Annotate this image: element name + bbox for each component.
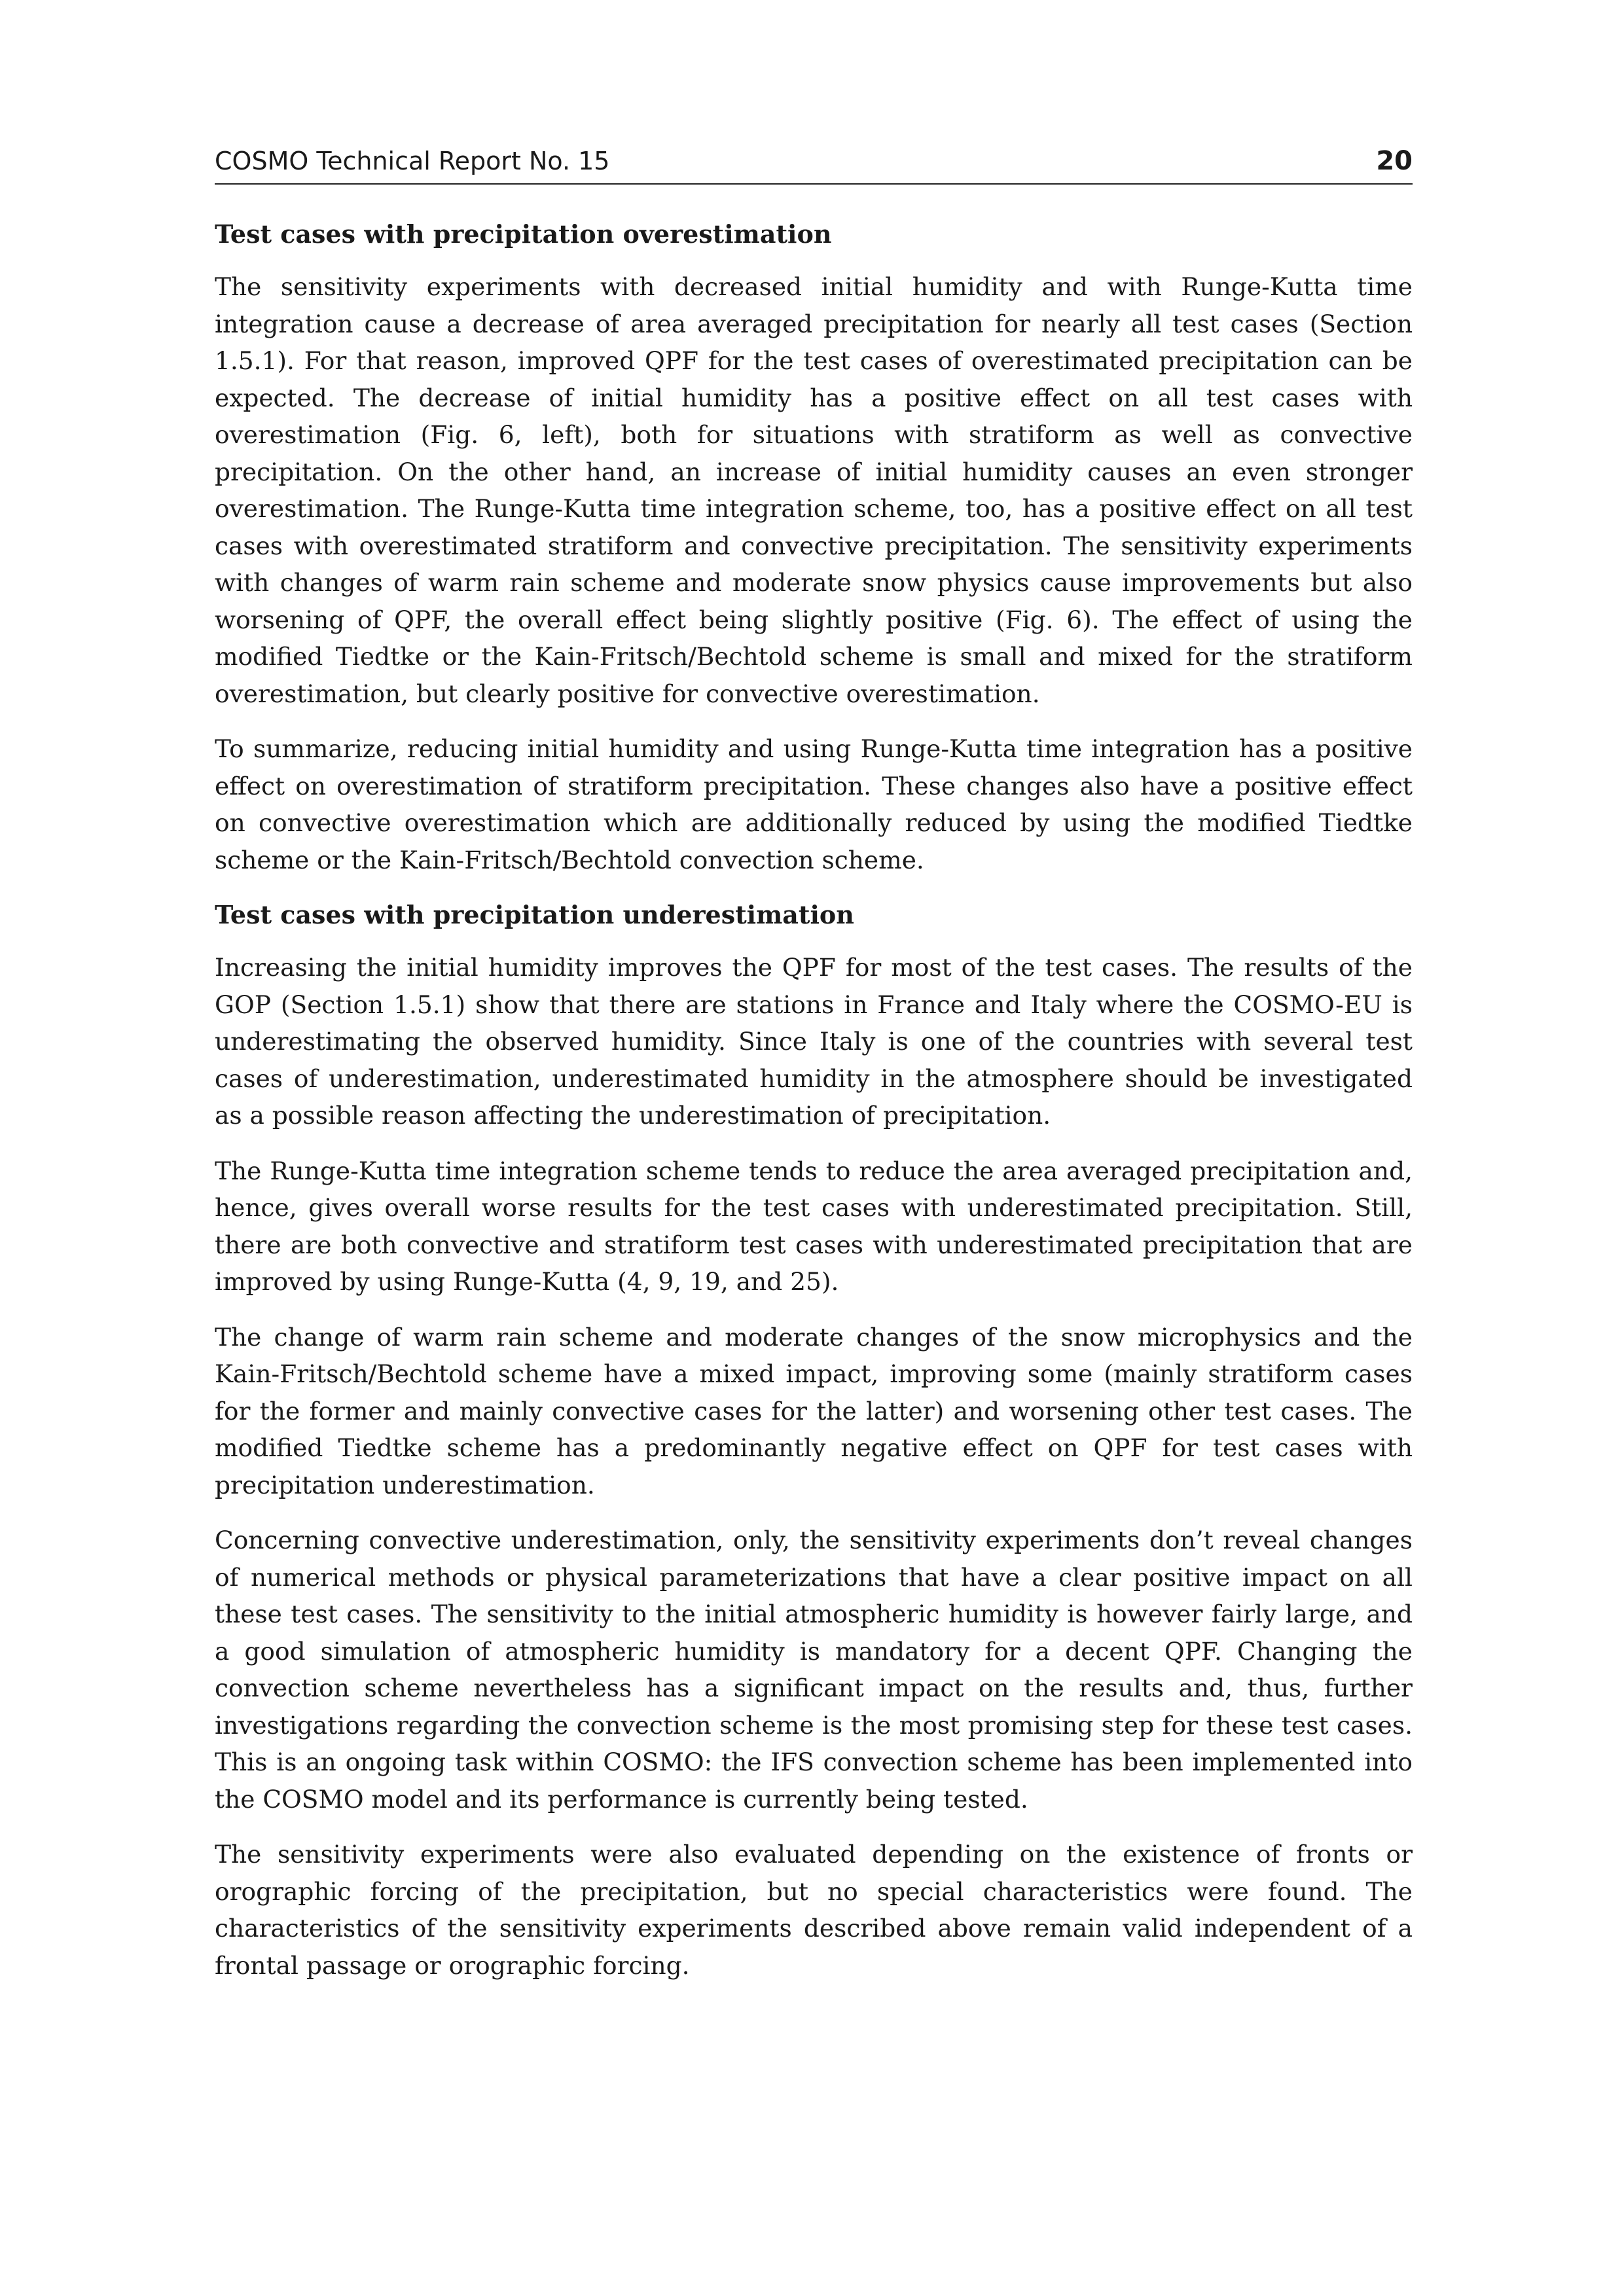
page-number: 20 [1376, 146, 1413, 176]
section-heading-underestimation: Test cases with precipitation underestimation [215, 900, 854, 929]
page-content [215, 216, 1413, 2002]
report-title: COSMO Technical Report No. 15 [215, 147, 610, 175]
section-heading-overestimation: Test cases with precipitation overestimation [215, 219, 832, 249]
running-header [215, 143, 1413, 185]
document-page [215, 0, 1413, 2296]
paragraph: The Runge-Kutta time integration scheme tends to reduce the area averaged precipitation and, hence, gives overall worse results for the test cases with underestimated precipitation. Still, there are both convective and stratiform test cases with underestimated precipitation that are improved by using Runge-Kutta (4, 9, 19, and 25). [215, 1156, 1413, 1296]
paragraph: The change of warm rain scheme and moderate changes of the snow microphysics and the Kain-Fritsch/Bechtold scheme have a mixed impact, improving some (mainly stratiform cases for the former and mainly convective cases for the latter) and worsening other test cases. The modified Tiedtke scheme has a predominantly negative effect on QPF for test cases with precipitation underestimation. [215, 1322, 1413, 1499]
paragraph: To summarize, reducing initial humidity and using Runge-Kutta time integration has a positive effect on overestimation of stratiform precipitation. These changes also have a positive effect on convective overestimation which are additionally reduced by using the modified Tiedtke scheme or the Kain-Fritsch/Bechtold convection scheme. [215, 734, 1413, 874]
paragraph: The sensitivity experiments were also evaluated depending on the existence of fronts or orographic forcing of the precipitation, but no special characteristics were found. The characteristics of the sensitivity experiments described above remain valid independent of a frontal passage or orographic forcing. [215, 1840, 1413, 1980]
paragraph: Increasing the initial humidity improves the QPF for most of the test cases. The results of the GOP (Section 1.5.1) show that there are stations in France and Italy where the COSMO-EU is underestimating the observed humidity. Since Italy is one of the countries with several test cases of underestimation, underestimated humidity in the atmosphere should be investigated as a possible reason affecting the underestimation of precipitation. [215, 953, 1413, 1130]
paragraph: Concerning convective underestimation, only, the sensitivity experiments don’t reveal changes of numerical methods or physical parameterizations that have a clear positive impact on all these test cases. The sensitivity to the initial atmospheric humidity is however fairly large, and a good simulation of atmospheric humidity is mandatory for a decent QPF. Changing the convection scheme nevertheless has a significant impact on the results and, thus, further investigations regarding the convection scheme is the most promising step for these test cases. This is an ongoing task within COSMO: the IFS convection scheme has been implemented into the COSMO model and its performance is currently being tested. [215, 1526, 1413, 1814]
paragraph: The sensitivity experiments with decreased initial humidity and with Runge-Kutta time integration cause a decrease of area averaged precipitation for nearly all test cases (Section 1.5.1). For that reason, improved QPF for the test cases of overestimated precipitation can be expected. The decrease of initial humidity has a positive effect on all test cases with overestimation (Fig. 6, left), both for situations with stratiform as well as convective precipitation. On the other hand, an increase of initial humidity causes an even stronger overestimation. The Runge-Kutta time integration scheme, too, has a positive effect on all test cases with overestimated stratiform and convective precipitation. The sensitivity experiments with changes of warm rain scheme and moderate snow physics cause improvements but also worsening of QPF, the overall effect being slightly positive (Fig. 6). The effect of using the modified Tiedtke or the Kain-Fritsch/Bechtold scheme is small and mixed for the stratiform overestimation, but clearly positive for convective overestimation. [215, 272, 1413, 708]
